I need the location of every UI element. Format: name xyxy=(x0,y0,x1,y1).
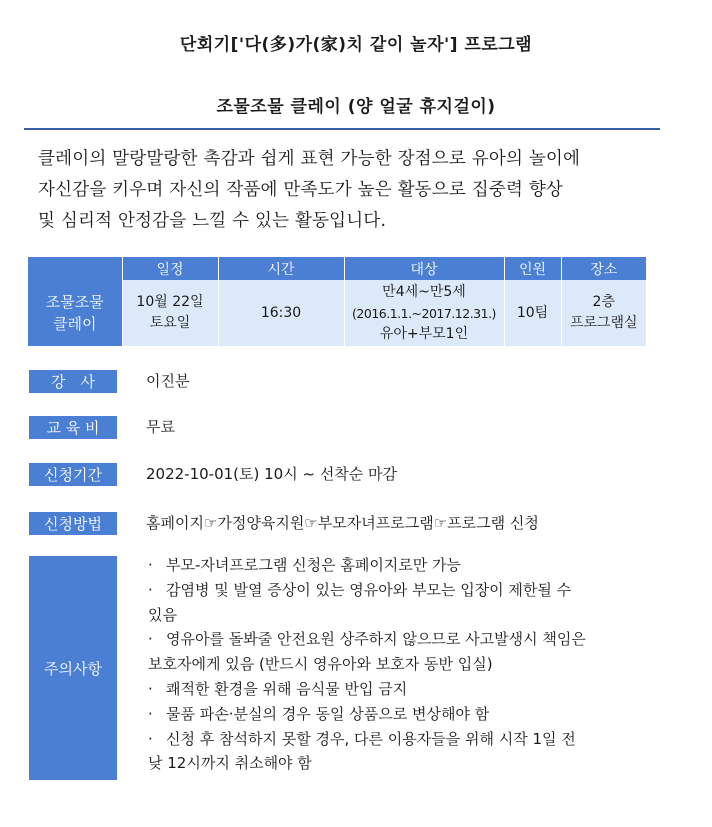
time-cell: 16:30 xyxy=(218,280,344,346)
notice-text: 보호자에게 있음 (반드시 영유아와 보호자 동반 입실) xyxy=(148,655,493,674)
method-label: 신청방법 xyxy=(29,512,117,535)
period-label: 신청기간 xyxy=(29,463,117,486)
instructor-value: 이진분 xyxy=(146,372,190,390)
program-name-line: 조물조물 xyxy=(45,293,104,311)
notice-text: 감염병 및 발열 증상이 있는 영유아와 부모는 입장이 제한될 수 xyxy=(166,580,572,599)
place-floor: 2층 xyxy=(592,294,615,310)
target-age: 만4세~만5세 xyxy=(382,283,466,300)
program-title: 단회기['다(多)가(家)치 같이 놀자'] 프로그램 xyxy=(179,35,533,55)
notice-item-continuation xyxy=(148,603,668,628)
notice-text: 있음 xyxy=(148,605,177,624)
bullet: · xyxy=(148,679,153,698)
bullet: · xyxy=(148,729,153,748)
target-cell xyxy=(344,280,504,346)
notice-text: 낮 12시까지 취소해야 함 xyxy=(148,754,312,773)
notice-text: 영유아를 돌봐줄 안전요원 상주하지 않으므로 사고발생시 책임은 xyxy=(166,630,586,649)
date-cell xyxy=(122,280,218,346)
notice-item-continuation xyxy=(148,652,668,677)
notice-text: 신청 후 참석하지 못할 경우, 다른 이용자들을 위해 시작 1일 전 xyxy=(166,729,576,748)
notice-item xyxy=(148,578,668,603)
header-count: 인원 xyxy=(504,257,561,280)
count-cell: 10팀 xyxy=(504,280,561,346)
fee-value: 무료 xyxy=(146,418,175,436)
date-value: 10월 22일 xyxy=(136,294,204,310)
intro-line: 및 심리적 안정감을 느낄 수 있는 활동입니다. xyxy=(38,211,387,231)
header-date: 일정 xyxy=(122,257,218,280)
notice-text: 물품 파손·분실의 경우 동일 상품으로 변상해야 함 xyxy=(166,704,490,723)
header-target: 대상 xyxy=(344,257,504,280)
program-subtitle: 조물조물 클레이 (양 얼굴 휴지걸이) xyxy=(216,97,496,117)
schedule-row xyxy=(28,280,646,346)
notice-text: 쾌적한 환경을 위해 음식물 반입 금지 xyxy=(166,679,408,698)
target-birth-range: (2016.1.1.~2017.12.31.) xyxy=(352,305,496,321)
fee-label: 교 육 비 xyxy=(29,416,117,439)
place-room: 프로그램실 xyxy=(569,315,638,331)
bullet: · xyxy=(148,704,153,723)
program-name-line: 클레이 xyxy=(53,315,97,333)
notice-item xyxy=(148,627,668,652)
title-divider xyxy=(24,128,660,130)
schedule-table xyxy=(28,257,646,346)
header-place: 장소 xyxy=(561,257,646,280)
notice-text: 부모-자녀프로그램 신청은 홈페이지로만 가능 xyxy=(166,556,462,574)
header-time: 시간 xyxy=(218,257,344,280)
notice-item xyxy=(148,553,668,578)
method-value: 홈페이지☞가정양육지원☞부모자녀프로그램☞프로그램 신청 xyxy=(146,514,539,532)
notice-item xyxy=(148,727,668,752)
schedule-header-row xyxy=(28,257,646,280)
target-participants: 유아+부모1인 xyxy=(379,325,469,342)
bullet: · xyxy=(148,556,153,574)
intro-paragraph xyxy=(38,144,678,237)
program-name-cell xyxy=(28,280,122,346)
notice-item-continuation xyxy=(148,751,668,776)
header-empty xyxy=(28,257,122,280)
instructor-label: 강 사 xyxy=(29,370,117,393)
weekday-value: 토요일 xyxy=(149,315,191,331)
intro-line: 클레이의 말랑말랑한 촉감과 쉽게 표현 가능한 장점으로 유아의 놀이에 xyxy=(38,149,581,169)
place-cell xyxy=(561,280,646,346)
period-value: 2022-10-01(토) 10시 ~ 선착순 마감 xyxy=(146,465,398,483)
intro-line: 자신감을 키우며 자신의 작품에 만족도가 높은 활동으로 집중력 향상 xyxy=(38,180,564,200)
bullet: · xyxy=(148,630,153,649)
notice-item xyxy=(148,677,668,702)
notice-list xyxy=(148,553,668,776)
bullet: · xyxy=(148,580,153,599)
notice-item xyxy=(148,702,668,727)
notice-label: 주의사항 xyxy=(29,556,117,780)
